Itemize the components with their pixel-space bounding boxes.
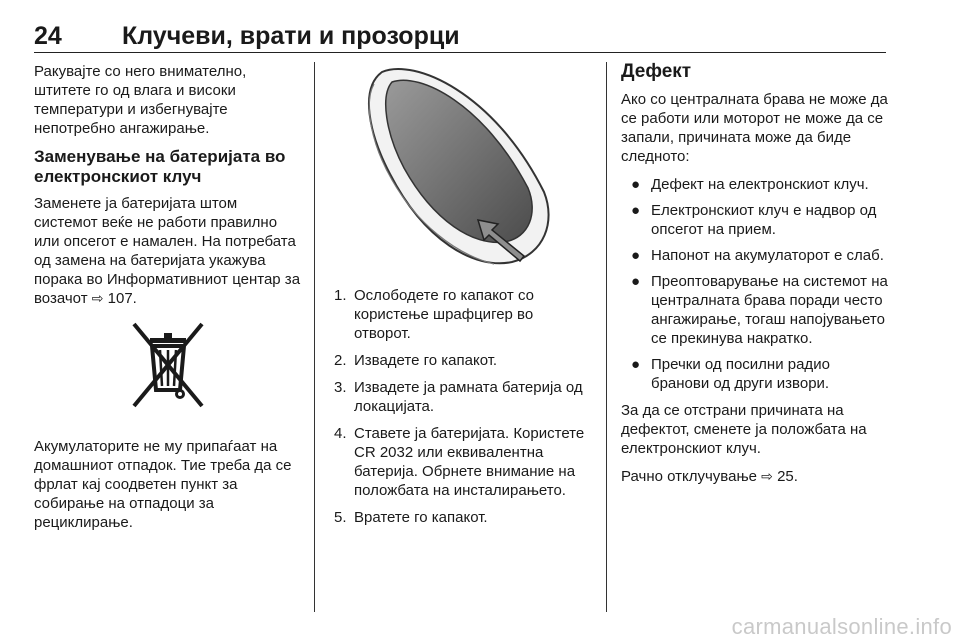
list-item: 4. Ставете ја батеријата. Користете CR 2032 или еквивалентна батерија. Обрнете внимание на положбата на инсталирањето.: [334, 425, 585, 499]
page-title: Клучеви, врати и прозорци: [122, 22, 460, 50]
list-item: ● Пречки од посилни радио бранови од други извори.: [631, 356, 830, 392]
list-item: ● Напонот на акумулаторот е слаб.: [631, 247, 884, 264]
malfunction-intro: Ако со централната брава не може да се работи или моторот не може да се запали, причината може да биде следното:: [621, 91, 888, 165]
fix-paragraph: За да се отстрани причината на дефектот, сменете ја положбата на електронскиот клуч.: [621, 402, 867, 457]
list-item: 5. Вратете го капакот.: [334, 509, 488, 526]
manual-unlock-paragraph: [621, 467, 889, 486]
list-item: ● Дефект на електронскиот клуч.: [631, 176, 869, 193]
disposal-paragraph: Акумулаторите не му припаѓаат на домашниот отпадок. Тие треба да се фрлат кај соодветен пункт за собирање на отпадоци за рециклирање.: [34, 438, 292, 531]
remote-body: [369, 69, 549, 264]
malfunction-heading: Дефект: [621, 61, 692, 82]
watermark: carmanualsonline.info: [731, 614, 952, 639]
column-divider-2: [606, 62, 607, 612]
column-middle: [334, 62, 592, 535]
manual-unlock-text: Рачно отклучување: [621, 468, 757, 485]
battery-replacement-text: Заменете ја батеријата штом системот веќе не работи правилно или опсегот е намален. На потребата од замена на батеријата укажува порака во Информативниот центар за возачот: [34, 195, 301, 307]
intro-paragraph: Ракувајте со него внимателно, штитете го од влага и високи температури и избегнувајте непотребно ангажирање.: [34, 63, 247, 137]
bullet-icon: ●: [631, 273, 641, 290]
bullet-icon: ●: [631, 176, 641, 193]
bullet-icon: ●: [631, 202, 641, 219]
list-item: 1. Ослободете го капакот со користење шрафцигер во отворот.: [334, 287, 534, 342]
page-reference-link[interactable]: 107.: [107, 290, 137, 307]
page-header: [34, 22, 886, 53]
key-remote-illustration: [334, 62, 592, 272]
causes-list: [621, 175, 889, 393]
steps-list: [334, 286, 592, 527]
bullet-icon: ●: [631, 247, 641, 264]
column-left: [34, 62, 302, 541]
page-reference-link[interactable]: 25.: [777, 468, 798, 485]
bullet-icon: ●: [631, 356, 641, 373]
column-right: [621, 62, 889, 495]
list-item: ● Преоптоварување на системот на централната брава поради често ангажирање, тогаш напојувањето се прекинува накратко.: [631, 273, 888, 347]
page-number: 24: [34, 22, 62, 50]
list-item: 2. Извадете го капакот.: [334, 352, 498, 369]
battery-replacement-paragraph: [34, 194, 302, 308]
reference-arrow-icon: ⇨: [761, 468, 773, 484]
column-divider-1: [314, 62, 315, 612]
reference-arrow-icon: ⇨: [91, 290, 104, 306]
list-item: ● Електронскиот клуч е надвор од опсегот на прием.: [631, 202, 877, 238]
crossed-out-wheelie-bin-icon: [34, 320, 302, 421]
list-item: 3. Извадете ја рамната батерија од локацијата.: [334, 379, 583, 415]
battery-replacement-heading: Заменување на батеријата во електронскиот клуч: [34, 147, 286, 186]
